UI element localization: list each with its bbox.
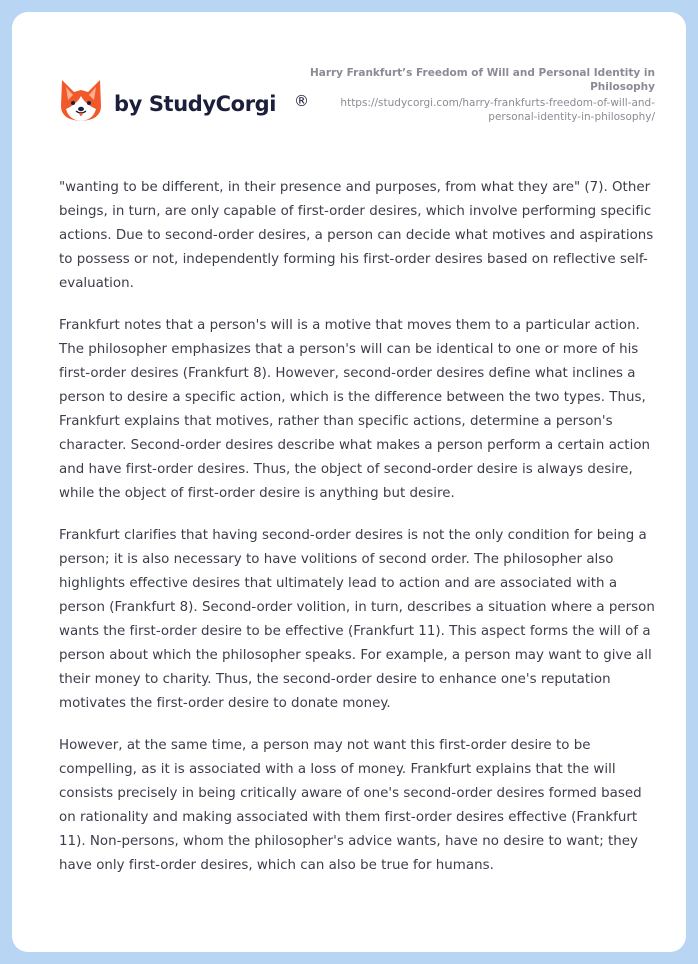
paragraph: However, at the same time, a person may not want this first-order desire to be compelling, as it is associated with a loss of money. Frankfurt explains that the will consists precisely in being critically aware of one's second-order desires formed based on rationality and making associated with them first-order desires effective (Frankfurt 11). Non-persons, whom the philosopher's advice wants, have no desire to want; they have only first-order desires, which can also be true for humans. xyxy=(59,738,642,873)
document-url-link[interactable]: https://studycorgi.com/harry-frankfurts-freedom-of-will-and-personal-identity-in-philosophy/ xyxy=(340,97,655,123)
document-card xyxy=(12,12,686,952)
logo-text: by StudyCorgi xyxy=(114,92,277,116)
corgi-logo-icon xyxy=(60,76,102,122)
registered-mark: ® xyxy=(294,92,309,110)
document-meta xyxy=(295,66,655,124)
document-title: Harry Frankfurt’s Freedom of Will and Personal Identity in Philosophy xyxy=(309,67,655,93)
studycorgi-logo[interactable] xyxy=(60,76,309,122)
paragraph: Frankfurt clarifies that having second-order desires is not the only condition for being a person; it is also necessary to have volitions of second order. The philosopher also highlights effective desires that ultimately lead to action and are associated with a person (Frankfurt 8). Second-order volition, in turn, describes a situation where a person wants the first-order desire to be effective (Frankfurt 11). This aspect forms the will of a person about which the philosopher speaks. For example, a person may want to give all their money to charity. Thus, the second-order desire to enhance one's reputation motivates the first-order desire to donate money. xyxy=(59,528,655,711)
article-body xyxy=(59,176,659,896)
page-header xyxy=(12,12,686,152)
paragraph: "wanting to be different, in their presence and purposes, from what they are" (7). Other beings, in turn, are only capable of first-order desires, which involve performing specific actions. Due to second-order desires, a person can decide what motives and aspirations to possess or not, independently forming his first-order desires based on reflective self-evaluation. xyxy=(59,180,654,291)
paragraph: Frankfurt notes that a person's will is a motive that moves them to a particular action. The philosopher emphasizes that a person's will can be identical to one or more of his first-order desires (Frankfurt 8). However, second-order desires define what inclines a person to desire a specific action, which is the difference between the two types. Thus, Frankfurt explains that motives, rather than specific actions, determine a person's character. Second-order desires describe what makes a person perform a certain action and have first-order desires. Thus, the object of second-order desire is always desire, while the object of first-order desire is anything but desire. xyxy=(59,318,651,501)
